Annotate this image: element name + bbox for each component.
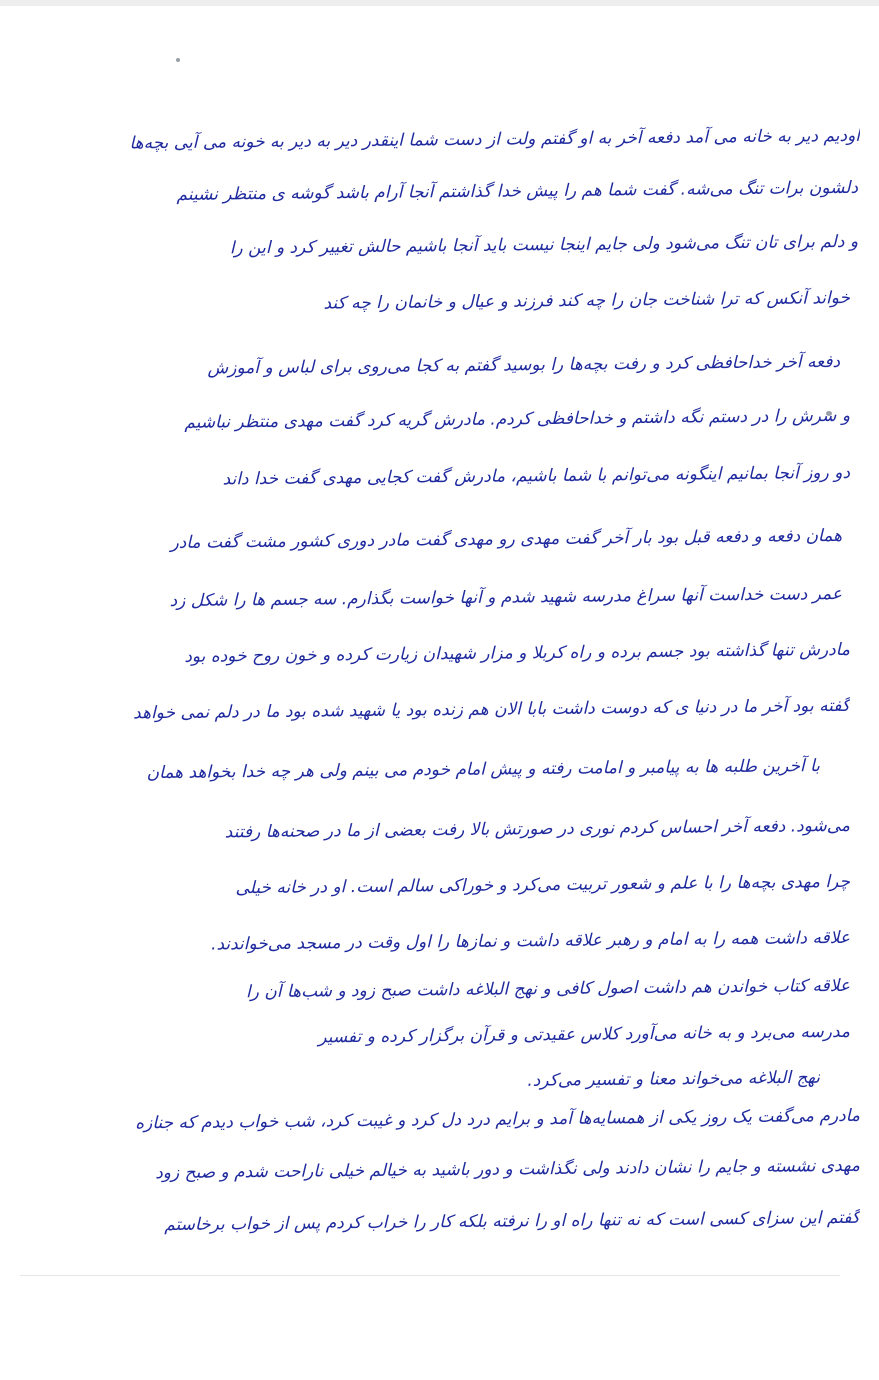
letter-line: همان دفعه و دفعه قبل بود بار آخر گفت مهدی رو مهدی گفت مادر دوری کشور مشت گفت مادر: [170, 525, 843, 553]
letter-line: چرا مهدی بچه‌ها را با علم و شعور تربیت می‌کرد و خوراکی سالم است. او در خانه خیلی: [235, 871, 851, 899]
letter-line: و سرش را در دستم نگه داشتم و خداحافظی کردم. مادرش گریه کرد گفت مهدی منتظر نباشیم: [184, 405, 851, 433]
letter-line: علاقه داشت همه را به امام و رهبر علاقه داشت و نمازها را اول وقت در مسجد می‌خواندند.: [210, 927, 851, 955]
letter-line: مادرش تنها گذاشته بود جسم برده و راه کربلا و مزار شهیدان زیارت کرده و خون روح خوده بود: [184, 639, 851, 667]
letter-line: مدرسه می‌برد و به خانه می‌آورد کلاس عقیدتی و قرآن برگزار کرده و تفسیر: [318, 1021, 851, 1048]
letter-line: نهج البلاغه می‌خواند معنا و تفسیر می‌کرد.: [527, 1067, 821, 1091]
letter-line: عمر دست خداست آنها سراغ مدرسه شهید شدم و آنها خواست بگذارم. سه جسم ها را شکل زد: [169, 584, 843, 612]
letter-line: اودیم دیر به خانه می آمد دفعه آخر به او گفتم ولت از دست شما اینقدر دیر به دیر به خونه می آیی بچه‌ها: [129, 125, 861, 154]
letter-line: علاقه کتاب خواندن هم داشت اصول کافی و نهج البلاغه داشت صبح زود و شب‌ها آن را: [245, 975, 851, 1003]
letter-line: خواند آنکس که ترا شناخت جان را چه کند فرزند و عیال و خانمان را چه کند: [323, 288, 851, 314]
letter-line: مادرم می‌گفت یک روز یکی از همسایه‌ها آمد و برایم درد دل کرد و غیبت کرد، شب خواب دیدم که جنازه: [135, 1105, 861, 1134]
letter-line: می‌شود. دفعه آخر احساس کردم نوری در صورتش بالا رفت بعضی از ما در صحنه‌ها رفتند: [224, 815, 851, 843]
letter-line: و دلم برای تان تنگ می‌شود ولی جایم اینجا نیست باید آنجا باشیم حالش تغییر کرد و این را: [229, 231, 859, 259]
letter-line: گفتم این سزای کسی است که نه تنها راه او را نرفته بلکه کار را خراب کردم پس از خواب برخاستم: [164, 1207, 861, 1236]
letter-line: مهدی نشسته و جایم را نشان دادند ولی نگذاشت و دور باشید به خیالم خیلی ناراحت شدم و صبح زود: [155, 1155, 861, 1184]
letter-line: دو روز آنجا بمانیم اینگونه می‌توانم با شما باشیم، مادرش گفت کجایی مهدی گفت خدا داند: [222, 462, 851, 490]
letter-line: دلشون برات تنگ می‌شه. گفت شما هم را پیش خدا گذاشتم آنجا آرام باشد گوشه ی منتظر نشینم: [176, 177, 859, 205]
letter-line: دفعه آخر خداحافظی کرد و رفت بچه‌ها را بوسید گفتم به کجا می‌روی برای لباس و آموزش: [207, 351, 841, 379]
page-bottom-edge: [20, 1275, 840, 1276]
letter-line: با آخرین طلبه ها به پیامبر و امامت رفته و پیش امام خودم می بینم ولی هر چه خدا بخواهد همان: [146, 756, 821, 784]
letter-line: گفته بود آخر ما در دنیا ی که دوست داشت بابا الان هم زنده بود یا شهید شده بود ما در دلم نمی خواهد: [133, 695, 851, 724]
